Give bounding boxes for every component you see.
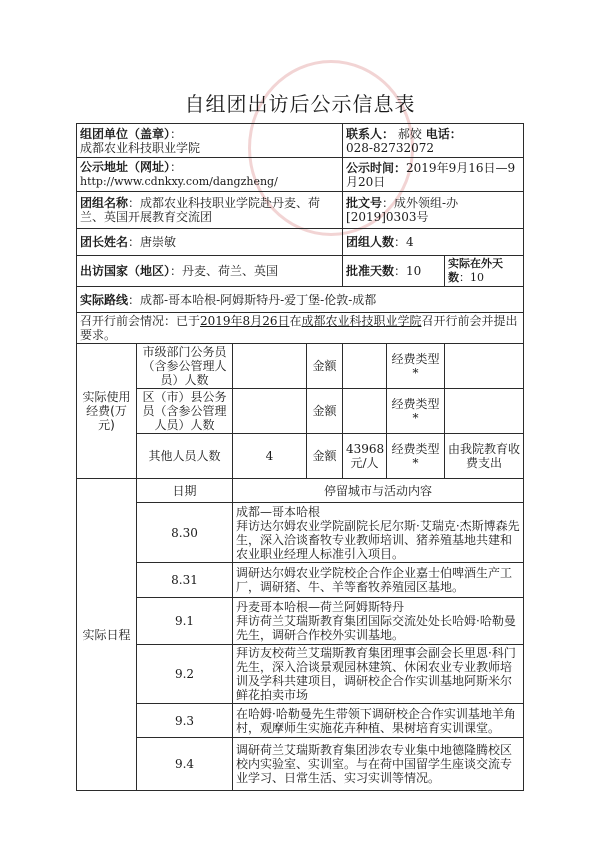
expense-section-label: 实际使用经费(万元) [77, 344, 137, 479]
expense-category: 其他人员人数 [137, 434, 233, 479]
expense-type-label: 经费类型* [387, 434, 445, 479]
group-cell [77, 192, 343, 229]
schedule-date: 8.30 [137, 503, 233, 563]
expense-amount-label: 金额 [307, 389, 343, 434]
approved-days-label: 批准天数 [346, 264, 395, 278]
row-address [77, 158, 524, 192]
countries-value: ：丹麦、荷兰、英国 [170, 264, 279, 278]
schedule-date-header: 日期 [137, 479, 233, 503]
expense-amount-label: 金额 [307, 344, 343, 389]
schedule-row [77, 645, 524, 704]
count-cell [343, 229, 524, 256]
schedule-date: 9.3 [137, 704, 233, 738]
expense-count [233, 344, 307, 389]
route-cell [77, 287, 524, 313]
schedule-row [77, 563, 524, 598]
schedule-row [77, 598, 524, 645]
row-route [77, 287, 524, 313]
schedule-date: 9.4 [137, 738, 233, 791]
actual-days-value: ：10 [459, 271, 485, 284]
expense-row [77, 434, 524, 479]
meeting-date: 2019年8月26日 [200, 314, 290, 328]
approved-days-cell [343, 256, 445, 287]
schedule-content: 调研达尔姆农业学院校企合作企业嘉士伯啤酒生产工厂，调研猪、牛、羊等畜牧养殖园区基地。 [233, 563, 524, 598]
meeting-place: 成都农业科技职业学院 [301, 314, 422, 328]
meeting-prefix: 召开行前会情况：已于 [80, 314, 201, 328]
countries-label: 出访国家（地区） [80, 264, 171, 278]
schedule-content: 丹麦哥本哈根—荷兰阿姆斯特丹 拜访荷兰艾瑞斯教育集团国际交流处处长哈姆·哈勒曼先生，调研合作校外实训基地。 [233, 598, 524, 645]
group-value: ：成都农业科技职业学院赴丹麦、荷兰、英国开展教育交流团 [80, 196, 321, 224]
unit-label: 组团单位（盖章） [80, 126, 171, 141]
expense-type: 由我院教育收费支出 [445, 434, 524, 479]
address-sep: ： [170, 160, 183, 174]
time-cell [343, 158, 524, 192]
schedule-date: 8.31 [137, 563, 233, 598]
route-label: 实际路线 [80, 292, 129, 307]
leader-cell [77, 229, 343, 256]
row-leader [77, 229, 524, 256]
row-countries [77, 256, 524, 287]
expense-type [445, 389, 524, 434]
expense-count: 4 [233, 434, 307, 479]
phone-label: 电话： [425, 126, 462, 141]
schedule-content: 在哈姆·哈勒曼先生带领下调研校企合作实训基地羊角村，观摩师生实施花卉种植、果树培育实训课堂。 [233, 704, 524, 738]
approved-days-value: ：10 [394, 264, 422, 278]
expense-count [233, 389, 307, 434]
unit-cell [77, 124, 343, 158]
expense-type-label: 经费类型* [387, 344, 445, 389]
expense-amount [343, 389, 387, 434]
expense-type-label: 经费类型* [387, 389, 445, 434]
count-value: ：4 [394, 235, 414, 249]
schedule-content-header: 停留城市与活动内容 [233, 479, 524, 503]
phone-value: 028-82732072 [346, 140, 435, 155]
expense-category: 市级部门公务员（含参公管理人员）人数 [137, 344, 233, 389]
row-unit [77, 124, 524, 158]
route-value: ：成都-哥本哈根-阿姆斯特丹-爱丁堡-伦敦-成都 [128, 292, 377, 307]
group-label: 团组名称 [80, 196, 129, 210]
count-label: 团组人数 [346, 235, 395, 249]
schedule-row [77, 503, 524, 563]
contact-name: 郝姣 [397, 126, 422, 141]
schedule-content: 拜访友校荷兰艾瑞斯教育集团理事会副会长里恩·科门先生，深入洽谈景观园林建筑、休闲农业专业教师培训及学科共建项目，调研校企合作实训基地阿斯米尔鲜花拍卖市场 [233, 645, 524, 704]
unit-sep: ： [170, 126, 183, 141]
row-group [77, 192, 524, 229]
schedule-date: 9.1 [137, 598, 233, 645]
approval-cell [343, 192, 524, 229]
expense-row [77, 389, 524, 434]
unit-value: 成都农业科技职业学院 [80, 140, 201, 155]
actual-days-label: 实际在外天数 [448, 257, 504, 284]
schedule-date: 9.2 [137, 645, 233, 704]
address-value[interactable]: http://www.cdnkxy.com/dangzheng/ [80, 175, 278, 188]
contact-cell [343, 124, 524, 158]
leader-label: 团长姓名 [80, 235, 129, 249]
meeting-cell [77, 313, 524, 344]
info-table [76, 123, 524, 791]
leader-value: ：唐崇敏 [128, 235, 177, 249]
row-meeting [77, 313, 524, 344]
expense-amount-label: 金额 [307, 434, 343, 479]
schedule-row [77, 704, 524, 738]
contact-label: 联系人： [346, 126, 395, 141]
schedule-content: 成都—哥本哈根 拜访达尔姆农业学院副院长尼尔斯·艾瑞克·杰斯博森先生，深入洽谈畜牧专业教师培训、猪养殖基地共建和农业职业经理人标准引入项目。 [233, 503, 524, 563]
schedule-header-row [77, 479, 524, 503]
address-label: 公示地址（网址） [80, 160, 171, 174]
expense-amount [343, 344, 387, 389]
address-cell [77, 158, 343, 192]
expense-type [445, 344, 524, 389]
countries-cell [77, 256, 343, 287]
meeting-suffix: 召开行前会并提出要求。 [80, 314, 518, 342]
time-value: 2019年9月16日—9月20日 [346, 160, 516, 189]
actual-days-cell [445, 256, 524, 287]
time-label: 公示时间： [346, 160, 407, 175]
schedule-row [77, 738, 524, 791]
page-title: 自组团出访后公示信息表 [184, 92, 416, 116]
approval-value: ：成外领组-办[2019]0303号 [346, 196, 459, 224]
expense-category: 区（市）县公务员（含参公管理人员）人数 [137, 389, 233, 434]
expense-amount: 43968元/人 [343, 434, 387, 479]
schedule-section-label: 实际日程 [77, 479, 137, 791]
approval-label: 批文号 [346, 196, 383, 210]
schedule-content: 调研荷兰艾瑞斯教育集团涉农专业集中地德隆腾校区校内实验室、实训室。与在荷中国留学生座谈交流专业学习、日常生活、实习实训等情况。 [233, 738, 524, 791]
meeting-mid: 在 [289, 314, 302, 328]
expense-row [77, 344, 524, 389]
